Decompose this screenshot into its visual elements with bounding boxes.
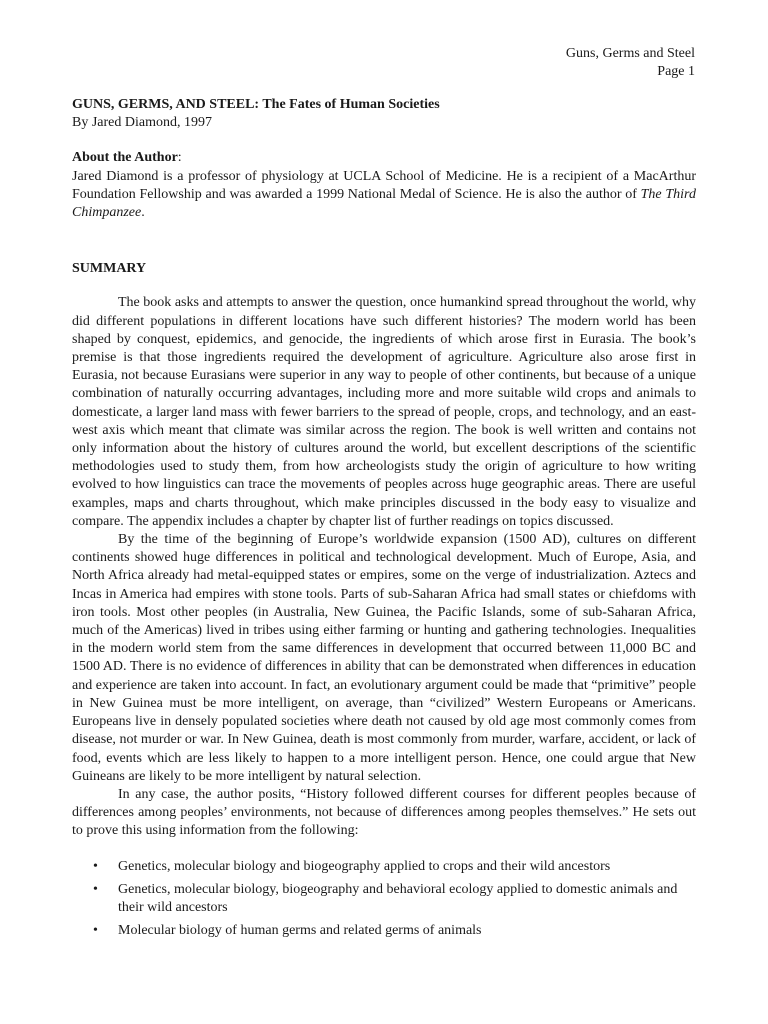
document-body	[72, 96, 696, 945]
summary-paragraph-3: In any case, the author posits, “History followed different courses for different peoples because of differences among peoples’ environments, not because of differences among peoples themselves.” He sets out to prove this using information from the following:	[72, 786, 696, 839]
list-item-text: Genetics, molecular biology and biogeography applied to crops and their wild ancestors	[118, 858, 611, 874]
summary-heading: SUMMARY	[72, 261, 147, 277]
book-title-italic: The Third Chimpanzee	[72, 186, 696, 221]
summary-paragraph-2: By the time of the beginning of Europe’s worldwide expansion (1500 AD), cultures on different continents showed huge differences in political and technological development. Much of Europe, Asia, and North Africa already had metal-equipped states or empires, some on the verge of industrialization. Aztecs and Incas in America had empires with stone tools. Parts of sub-Saharan Africa had small states or chiefdoms with iron tools. Most other peoples (in Australia, New Guinea, the Pacific Islands, some of sub-Saharan Africa, much of the Americas) lived in tribes using either farming or hunting and gathering technologies. Inequalities in the modern world stem from the same differences in development that occurred between 11,000 BC and 1500 AD. There is no evidence of differences in ability that can be demonstrated when differences in education and experience are taken into account. In fact, an evolutionary argument could be made that “primitive” people in New Guinea must be more intelligent, on average, than “civilized” Western Europeans or Americans. Europeans live in densely populated societies where death not caused by old age most commonly comes from disease, not murder or war. In New Guinea, death is most commonly from murder, warfare, accident, or lack of food, events which are less likely to happen to a more intelligent person. Hence, one could argue that New Guineans are likely to be more intelligent by natural selection.	[72, 532, 696, 784]
byline: By Jared Diamond, 1997	[72, 115, 212, 131]
list-item	[72, 922, 696, 940]
bullet-icon: •	[93, 858, 98, 874]
header-doc-title: Guns, Germs and Steel	[565, 46, 695, 61]
about-author-text-body: Jared Diamond is a professor of physiology at UCLA School of Medicine. He is a recipient of a MacArthur Foundation Fellowship and was awarded a 1999 National Medal of Science. He is also the author of	[72, 168, 696, 202]
document-title: GUNS, GERMS, AND STEEL: The Fates of Human Societies	[72, 97, 440, 112]
list-item	[72, 881, 696, 917]
bullet-icon: •	[93, 923, 98, 939]
about-author-text	[72, 168, 696, 223]
evidence-list	[72, 858, 696, 941]
running-header	[566, 45, 695, 81]
bullet-icon: •	[93, 881, 98, 897]
summary-paragraph-1: The book asks and attempts to answer the question, once humankind spread throughout the world, why did different populations in different locations have such different histories? The modern world has been shaped by conquest, epidemics, and genocide, the ingredients of which arose first in Eurasia. The book’s premise is that those ingredients required the development of agriculture. Agriculture also arose first in Eurasia, not because Eurasians were superior in any way to people of other continents, but because of a unique combination of naturally occurring advantages, including more and more suitable wild crops and animals to domesticate, a larger land mass with fewer barriers to the spread of people, crops, and technology, and an east-west axis which meant that climate was similar across the region. The book is well written and contains not only information about the history of cultures around the world, but excellent descriptions of the scientific methodologies used to study them, from how archeologists study the origin of agriculture to how writing evolved to how linguistics can trace the movements of peoples across huge geographic areas. There are useful examples, maps and charts throughout, which make principles discussed in the body easy to visualize and compare. The appendix includes a chapter by chapter list of further readings on topics discussed.	[72, 295, 696, 529]
list-item-text: Genetics, molecular biology, biogeography and behavioral ecology applied to domestic animals and their wild ancestors	[118, 881, 678, 915]
list-item-text: Molecular biology of human germs and related germs of animals	[118, 923, 482, 939]
header-page-number: Page 1	[657, 64, 695, 79]
about-author-text-end: .	[141, 205, 145, 221]
about-author-heading: About the Author	[72, 150, 178, 166]
about-author-section	[72, 149, 696, 222]
about-author-colon: :	[177, 150, 182, 166]
list-item	[72, 858, 696, 876]
